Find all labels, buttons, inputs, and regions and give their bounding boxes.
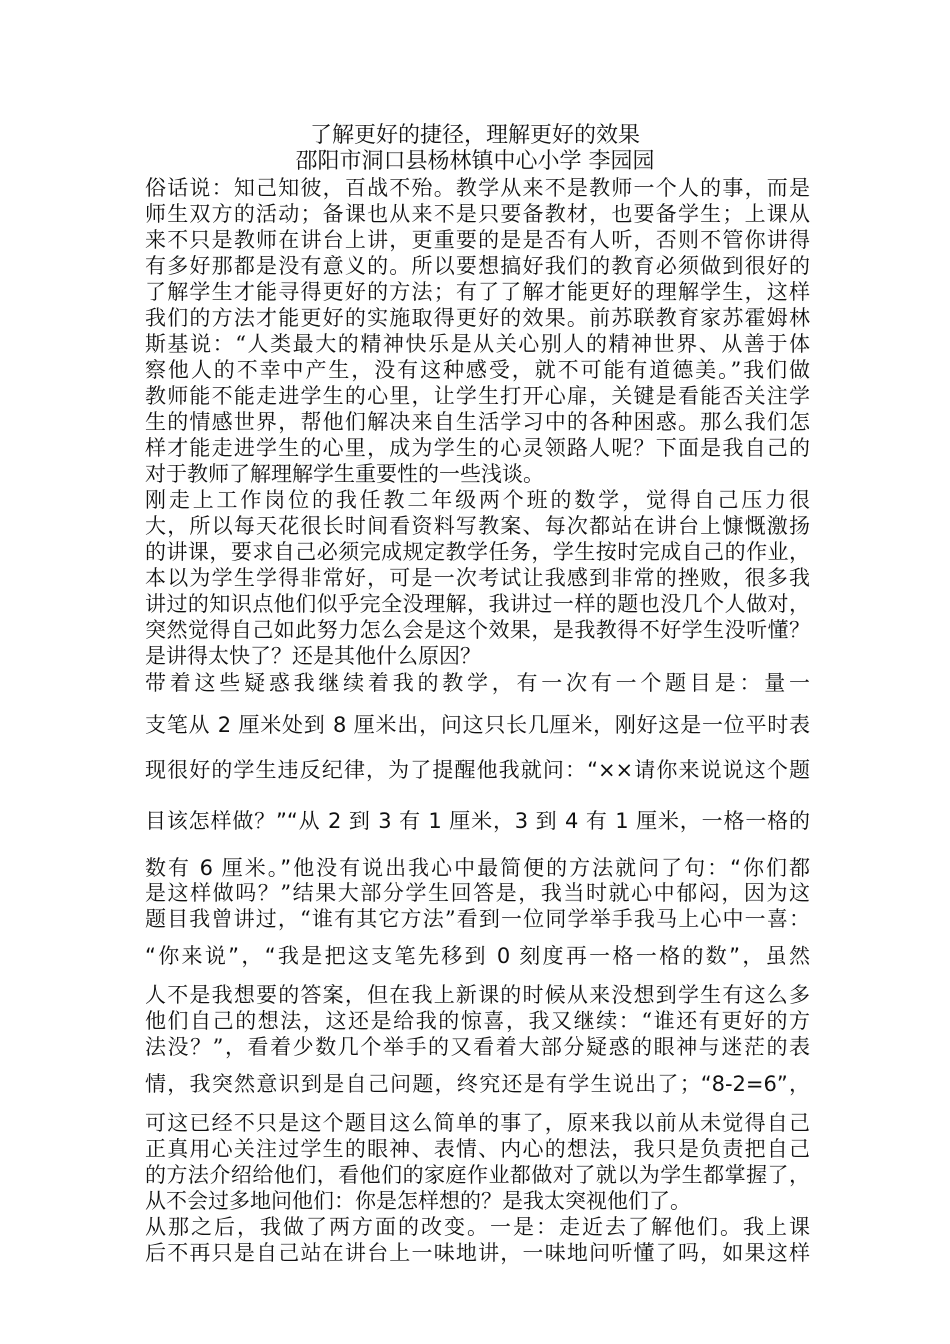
text-line: 突然觉得自己如此努力怎么会是这个效果，是我教得不好学生没听懂？ [145, 618, 810, 642]
document-title: 了解更好的捷径，理解更好的效果 [309, 123, 640, 148]
text-line: 的讲课，要求自己必须完成规定教学任务，学生按时完成自己的作业， [145, 540, 810, 564]
text-line: 察他人的不幸中产生，没有这种感受，就不可能有道德美。”我们做 [145, 358, 810, 382]
text-line: 支笔从 2 厘米处到 8 厘米出，问这只长几厘米，刚好这是一位平时表 [145, 713, 810, 737]
author-line: 邵阳市洞口县杨林镇中心小学 李园园 [295, 149, 655, 174]
text-line: 了解学生才能寻得更好的方法；有了了解才能更好的理解学生，这样 [145, 280, 810, 304]
text-line: 刚走上工作岗位的我任教二年级两个班的数学，觉得自己压力很 [145, 488, 810, 512]
text-line: 俗话说：知己知彼，百战不殆。教学从来不是教师一个人的事，而是 [145, 176, 810, 200]
text-line: 数有 6 厘米。”他没有说出我心中最简便的方法就问了句：“你们都 [145, 856, 810, 880]
text-line: 题目我曾讲过，“谁有其它方法”看到一位同学举手我马上心中一喜： [145, 907, 810, 931]
text-line: 我们的方法才能更好的实施取得更好的效果。前苏联教育家苏霍姆林 [145, 306, 810, 330]
text-line: 他们自己的想法，这还是给我的惊喜，我又继续：“谁还有更好的方 [145, 1009, 810, 1033]
text-line: 人不是我想要的答案，但在我上新课的时候从来没想到学生有这么多 [145, 983, 810, 1007]
text-line: 可这已经不只是这个题目这么简单的事了，原来我以前从未觉得自己 [145, 1111, 810, 1135]
text-line: 师生双方的活动；备课也从来不是只要备教材，也要备学生；上课从 [145, 202, 810, 226]
text-line: 样才能走进学生的心里，成为学生的心灵领路人呢？下面是我自己的 [145, 436, 810, 460]
text-line: 教师能不能走进学生的心里，让学生打开心扉，关键是看能否关注学 [145, 384, 810, 408]
text-line: “你来说”，“我是把这支笔先移到 0 刻度再一格一格的数”，虽然 [145, 944, 810, 968]
text-line: 现很好的学生违反纪律，为了提醒他我就问：“××请你来说说这个题 [145, 758, 810, 782]
text-line: 生的情感世界，帮他们解决来自生活学习中的各种困惑。那么我们怎 [145, 410, 810, 434]
text-line: 有多好那都是没有意义的。所以要想搞好我们的教育必须做到很好的 [145, 254, 810, 278]
text-line: 的方法介绍给他们，看他们的家庭作业都做对了就以为学生都掌握了， [145, 1163, 810, 1187]
text-line: 从不会过多地问他们：你是怎样想的？是我太突视他们了。 [145, 1189, 691, 1213]
text-line: 情，我突然意识到是自己问题，终究还是有学生说出了；“8-2=6”， [145, 1072, 810, 1096]
text-line: 法没？”，看着少数几个举手的又看着大部分疑惑的眼神与迷茫的表 [145, 1035, 810, 1059]
text-line: 本以为学生学得非常好，可是一次考试让我感到非常的挫败，很多我 [145, 566, 810, 590]
text-line: 后不再只是自己站在讲台上一味地讲，一味地问听懂了吗，如果这样 [145, 1241, 810, 1265]
text-line: 带着这些疑惑我继续着我的教学，有一次有一个题目是：量一 [145, 671, 810, 695]
text-line: 从那之后，我做了两方面的改变。一是：走近去了解他们。我上课 [145, 1215, 810, 1239]
text-line: 是这样做吗？”结果大部分学生回答是，我当时就心中郁闷，因为这 [145, 881, 810, 905]
text-line: 是讲得太快了？还是其他什么原因？ [145, 644, 481, 668]
text-line: 目该怎样做？”“从 2 到 3 有 1 厘米，3 到 4 有 1 厘米，一格一格的 [145, 809, 810, 833]
text-line: 来不只是教师在讲台上讲，更重要的是是否有人听，否则不管你讲得 [145, 228, 810, 252]
text-line: 正真用心关注过学生的眼神、表情、内心的想法，我只是负责把自己 [145, 1137, 810, 1161]
text-line: 大，所以每天花很长时间看资料写教案、每次都站在讲台上慷慨激扬 [145, 514, 810, 538]
text-line: 对于教师了解理解学生重要性的一些浅谈。 [145, 462, 544, 486]
text-line: 斯基说：“人类最大的精神快乐是从关心别人的精神世界、从善于体 [145, 332, 810, 356]
text-line: 讲过的知识点他们似乎完全没理解，我讲过一样的题也没几个人做对， [145, 592, 810, 616]
